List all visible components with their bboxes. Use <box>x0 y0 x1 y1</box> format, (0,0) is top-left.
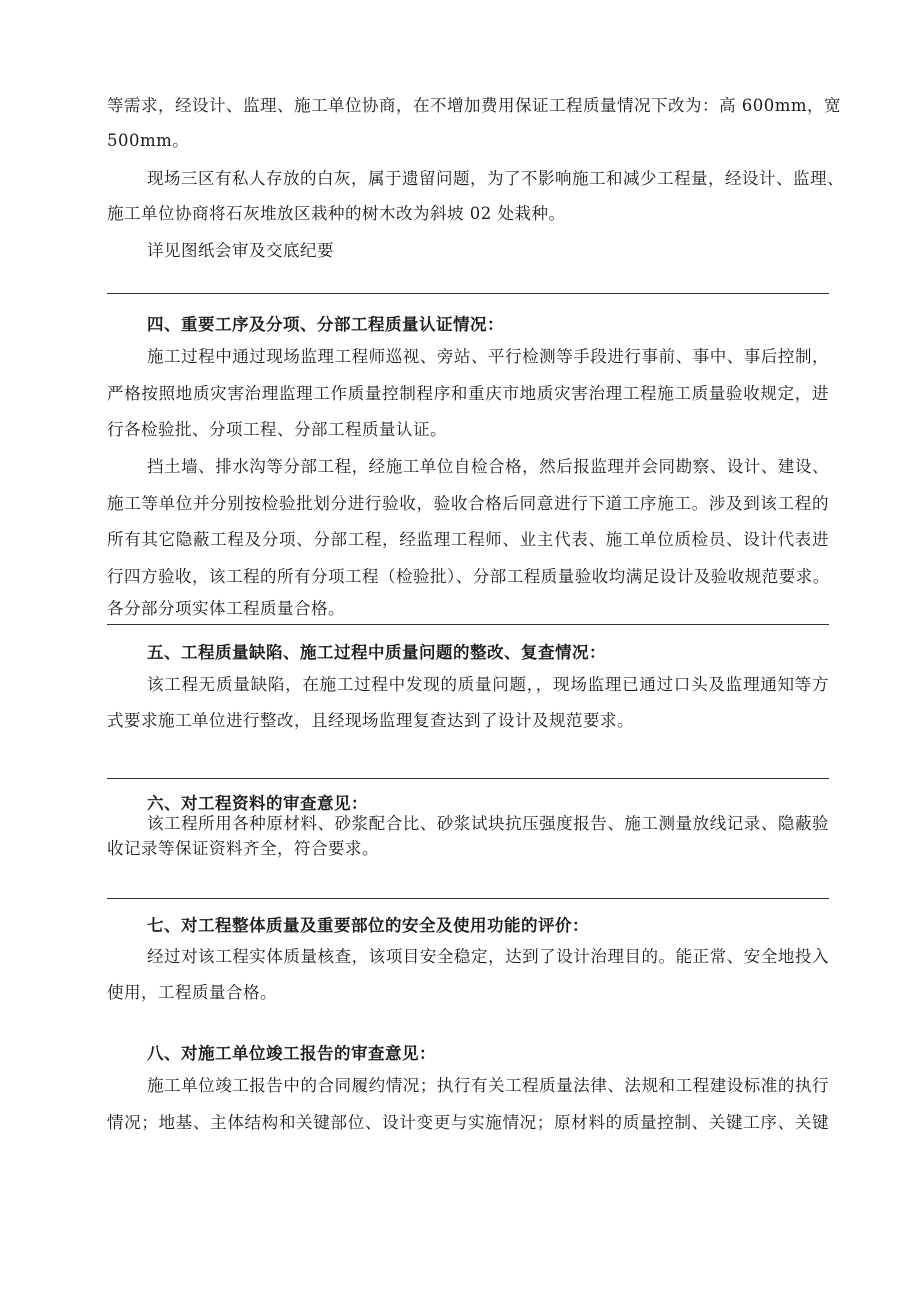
paragraph-line: 收记录等保证资料齐全，符合要求。 <box>107 839 379 858</box>
paragraph-line: 情况；地基、主体结构和关键部位、设计变更与实施情况；原材料的质量控制、关键工序、关键 <box>107 1113 829 1132</box>
section-heading-7: 七、对工程整体质量及重要部位的安全及使用功能的评价： <box>147 916 589 935</box>
paragraph-line: 经过对该工程实体质量核查，该项目安全稳定，达到了设计治理目的。能正常、安全地投入 <box>147 947 829 966</box>
paragraph-line: 所有其它隐蔽工程及分项、分部工程，经监理工程师、业主代表、施工单位质检员、设计代表进 <box>107 530 829 549</box>
paragraph-line: 施工单位竣工报告中的合同履约情况；执行有关工程质量法律、法规和工程建设标准的执行 <box>147 1076 829 1095</box>
paragraph-line: 施工等单位并分别按检验批划分进行验收，验收合格后同意进行下道工序施工。涉及到该工程的 <box>107 494 829 513</box>
paragraph-line: 500mm。 <box>107 131 190 150</box>
section-heading-6: 六、对工程资料的审查意见： <box>147 794 368 813</box>
paragraph-line: 式要求施工单位进行整改，且经现场监理复查达到了设计及规范要求。 <box>107 711 634 730</box>
paragraph-line: 施工单位协商将石灰堆放区栽种的树木改为斜坡 02 处栽种。 <box>107 204 566 223</box>
section-heading-8: 八、对施工单位竣工报告的审查意见： <box>147 1044 436 1063</box>
section-divider <box>107 293 829 294</box>
paragraph-line: 等需求，经设计、监理、施工单位协商，在不增加费用保证工程质量情况下改为：高 600mm，宽 <box>107 96 842 115</box>
paragraph-line: 行各检验批、分项工程、分部工程质量认证。 <box>107 420 447 439</box>
paragraph-line: 严格按照地质灾害治理监理工作质量控制程序和重庆市地质灾害治理工程施工质量验收规定，进 <box>107 384 829 403</box>
paragraph-line: 详见图纸会审及交底纪要 <box>147 241 334 260</box>
section-divider <box>107 624 829 625</box>
section-heading-5: 五、工程质量缺陷、施工过程中质量问题的整改、复查情况： <box>147 643 606 662</box>
section-heading-4: 四、重要工序及分项、分部工程质量认证情况： <box>147 315 504 334</box>
paragraph-line: 该工程所用各种原材料、砂浆配合比、砂浆试块抗压强度报告、施工测量放线记录、隐蔽验 <box>147 814 829 833</box>
paragraph-line: 挡土墙、排水沟等分部工程，经施工单位自检合格，然后报监理并会同勘察、设计、建设、 <box>147 457 829 476</box>
paragraph-line: 该工程无质量缺陷，在施工过程中发现的质量问题，，现场监理已通过口头及监理通知等方 <box>147 675 829 694</box>
paragraph-line: 各分部分项实体工程质量合格。 <box>107 599 345 618</box>
paragraph-line: 行四方验收，该工程的所有分项工程（检验批）、分部工程质量验收均满足设计及验收规范要求。 <box>107 567 830 586</box>
paragraph-line: 使用，工程质量合格。 <box>107 983 277 1002</box>
paragraph-line: 现场三区有私人存放的白灰，属于遗留问题，为了不影响施工和减少工程量，经设计、监理、 <box>147 169 844 188</box>
section-divider <box>107 898 829 899</box>
paragraph-line: 施工过程中通过现场监理工程师巡视、旁站、平行检测等手段进行事前、事中、事后控制， <box>147 347 829 366</box>
section-divider <box>107 778 829 779</box>
